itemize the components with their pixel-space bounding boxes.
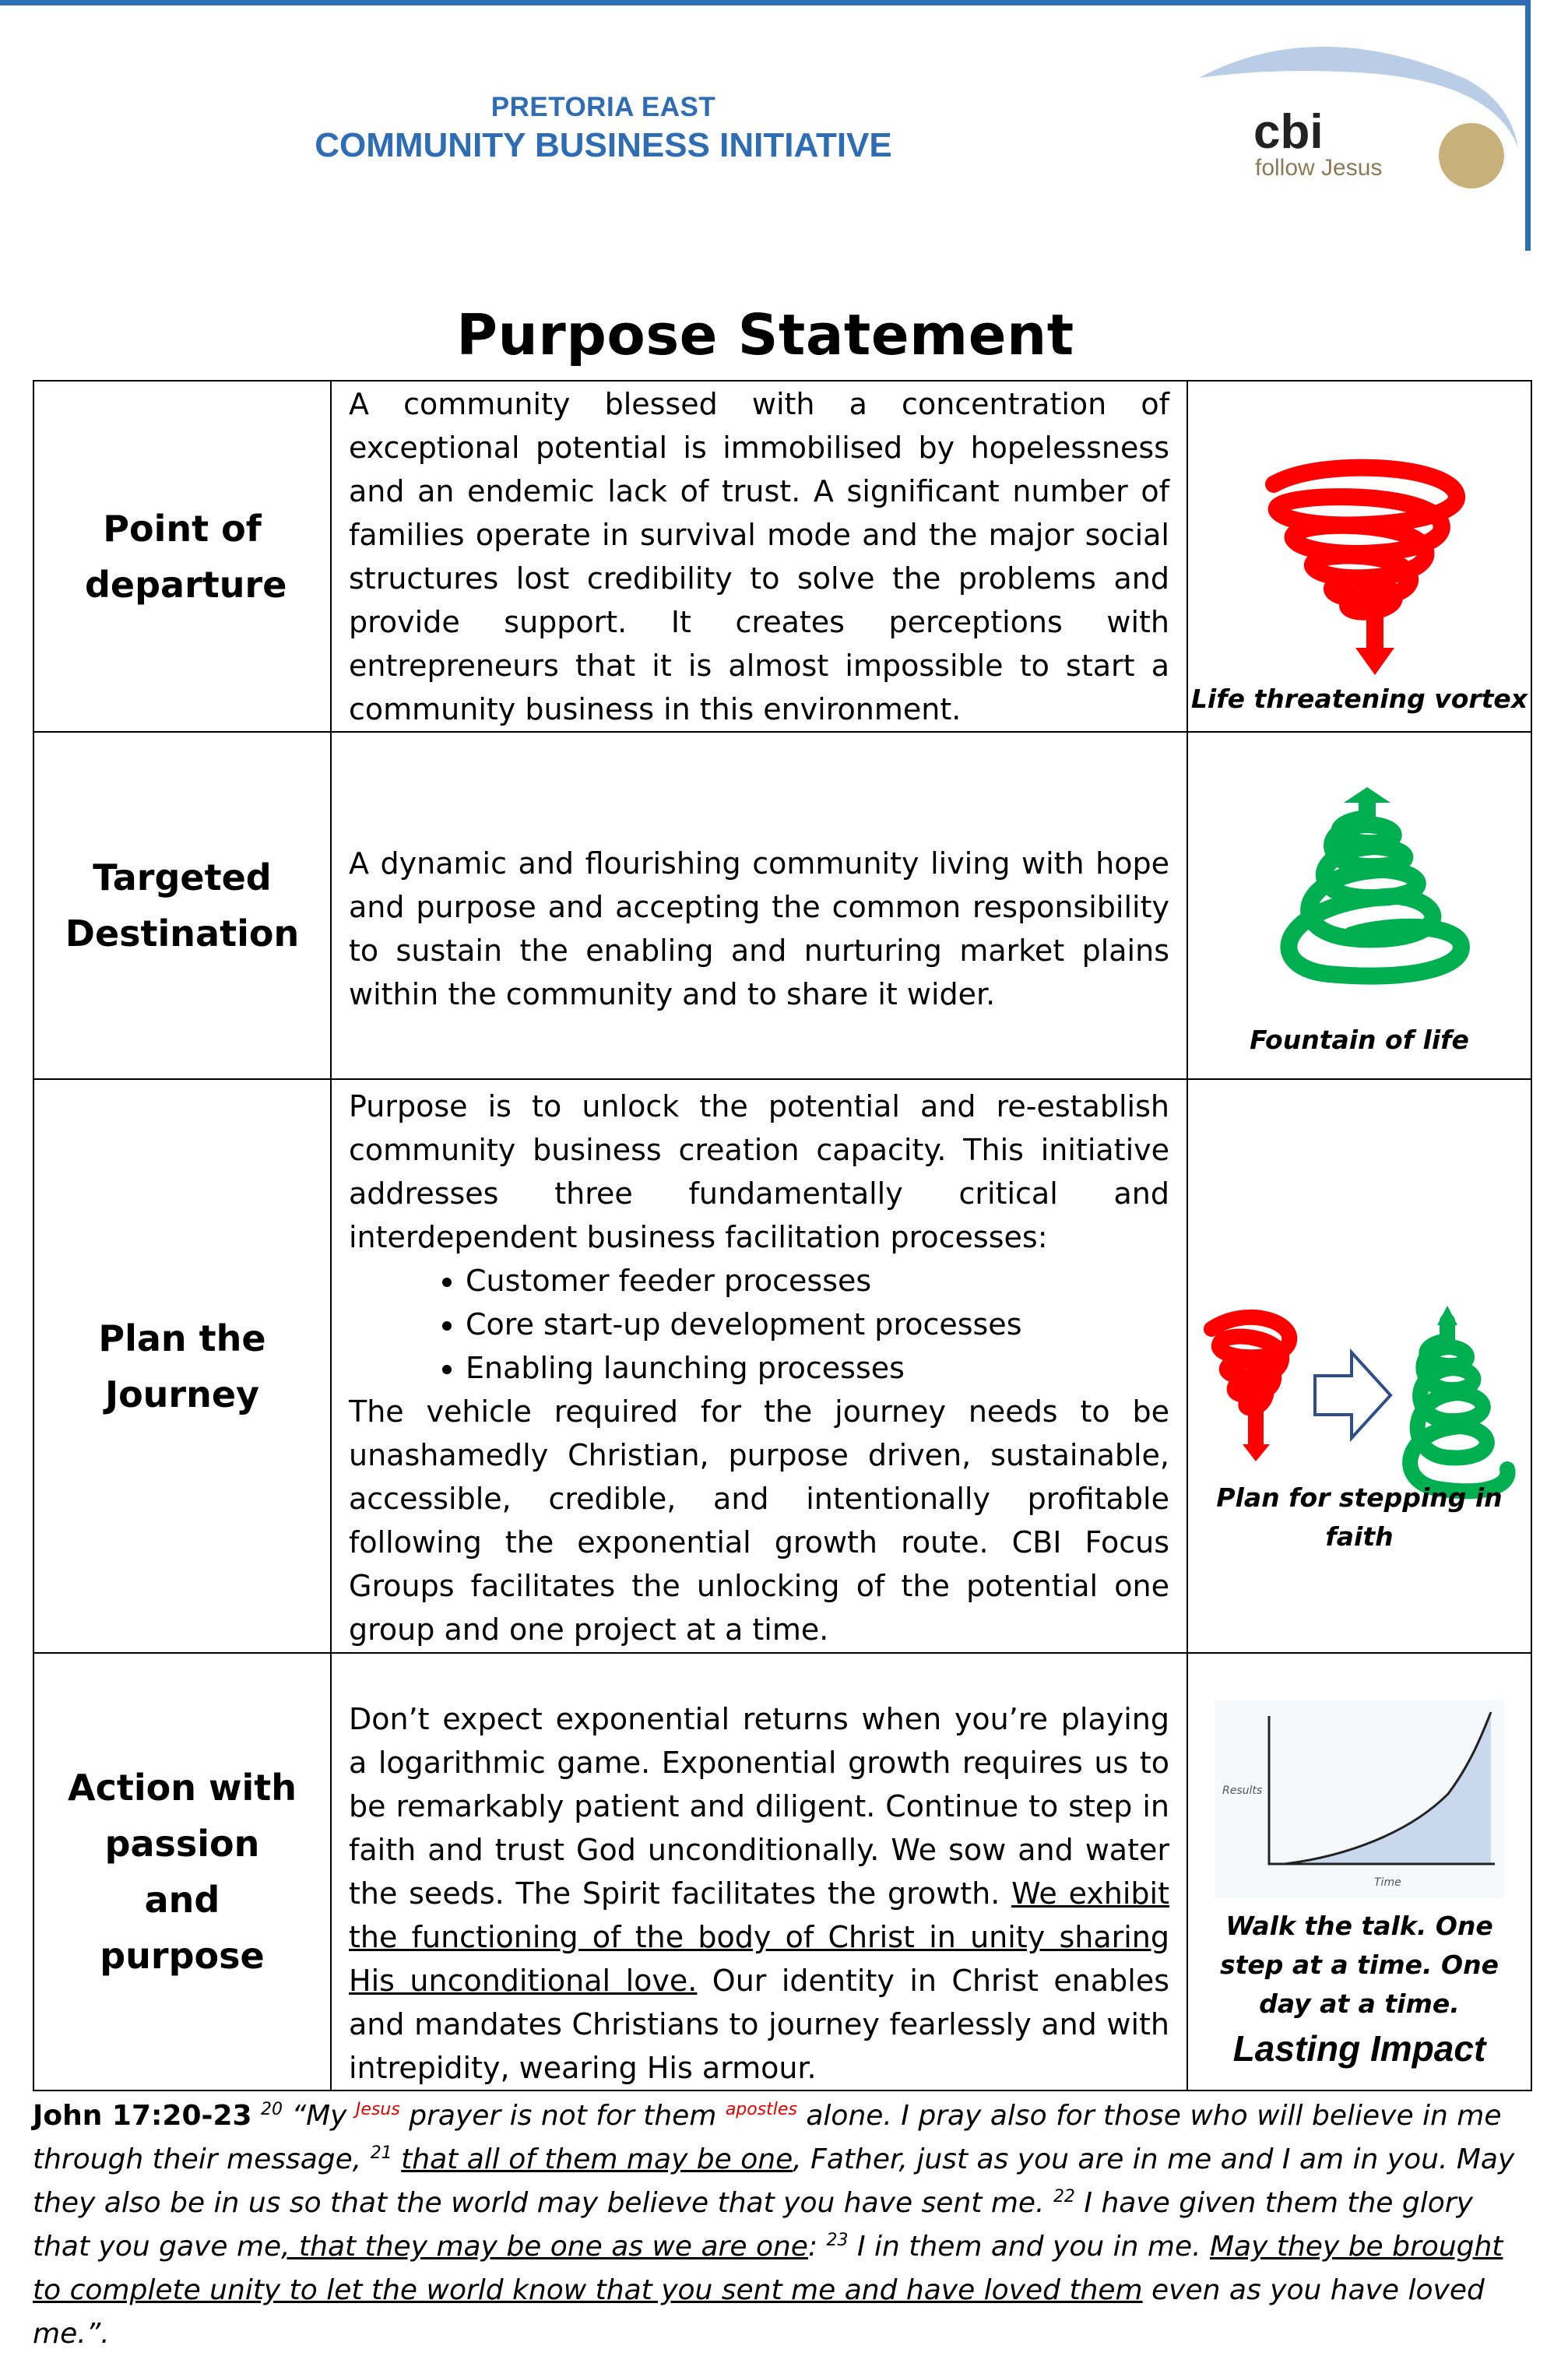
chart-ylabel: Results [1222,1784,1263,1797]
right-border [1525,0,1531,251]
verse-number: 21 [370,2143,392,2163]
cbi-logo [1199,31,1526,195]
verse-number: 22 [1053,2187,1075,2207]
verse-number: 20 [261,2100,283,2119]
row-action [33,1653,1531,2091]
footer-text: I in them and you in me. [848,2231,1210,2263]
row-text-underlined: We exhibit the functioning of the body of Christ in unity sharing His unconditional love. [349,1876,1169,1998]
row-label [33,1079,331,1653]
label-text: Targeted Destination [65,856,300,955]
footer-text: “My [283,2100,356,2132]
footer-underlined: , that they may be one as we are one [281,2231,808,2263]
row-point-of-departure [33,381,1531,732]
scripture-ref: John 17:20-23 [33,2100,252,2132]
caption: Life threatening vortex [1190,684,1528,714]
row-text [331,1653,1187,2091]
verse-number: 23 [826,2231,849,2250]
row-text [331,732,1187,1079]
row-text: A community blessed with a concentration of exceptional potential is immobilised by hopelessness and an endemic lack of trust. A significant number of families operate in survival mode and the major social structures lost credibility to solve the problems and provide support. It creates perceptions with entrepreneurs that it is almost impossible to start a community business in this environment. [331,381,1187,732]
chart-xlabel: Time [1374,1876,1401,1889]
superscript-note: Jesus [355,2100,400,2119]
footer-text: alone. I pray also for those who will believe in me through their message, [33,2100,1502,2175]
footer-text: prayer is not for them [399,2100,726,2132]
row-image [1187,1653,1531,2091]
list-item: • Enabling launching processes [466,1346,1169,1390]
caption-big: Lasting Impact [1232,2027,1486,2069]
fountain-icon [1235,787,1484,1029]
scripture-footer [33,2094,1520,2356]
footer-underlined: May they be brought to complete unity to let the world know that you sent me and have loved them [33,2231,1503,2306]
row-image [1187,381,1531,732]
footer-underlined: that all of them may be one [401,2143,793,2175]
superscript-note: apostles [725,2100,797,2119]
row-plan-the-journey [33,1079,1531,1653]
row-text [331,1079,1187,1653]
row-image [1187,1079,1531,1653]
footer-text: , Father, just as you are in me and I am in you. May they also be in us so that the world may believe that you have sent me. [33,2143,1515,2219]
row-text-a: Don’t expect exponential returns when you’re playing a logarithmic game. Exponential growth requires us to be remarkably patient and diligent. Continue to step in faith and trust God unconditionally. We sow and water the seeds. The Spirit facilitates the growth. [349,1702,1169,1911]
logo-text: cbi [1253,105,1324,159]
page-title: Purpose Statement [456,302,1074,367]
label-text: Point of departure [85,507,287,606]
vortex-icon [1243,449,1476,698]
row-text-b: Our identity in Christ enables and mandates Christians to journey fearlessly and with intrepidity, wearing His armour. [349,1964,1169,2085]
footer-text: even as you have loved me.”. [33,2274,1485,2350]
row-label [33,381,331,732]
caption: Fountain of life [1250,1025,1469,1055]
process-list [349,1259,1169,1390]
purpose-table [33,380,1532,2091]
list-item: • Core start-up development processes [466,1303,1169,1346]
row-label [33,732,331,1079]
logo-tagline: follow Jesus [1255,155,1383,181]
label-text: Plan the Journey [98,1317,266,1415]
row-targeted-destination [33,732,1531,1079]
org-line1: PRETORIA EAST [490,92,716,122]
row-label [33,1653,331,2091]
row-text-outro: The vehicle required for the journey needs to be unashamedly Christian, purpose driven, sustainable, accessible, credible, and intentionally profitable following the exponential growth route. CBI Focus Groups facilitates the unlocking of the potential one group and one project at a time. [349,1394,1169,1647]
caption: Walk the talk. One step at a time. One day at a time. [1219,1910,1499,2019]
footer-text: I have given them the glory that you gave me [33,2187,1473,2263]
label-text: Action with passion and purpose [68,1767,297,1977]
top-border [0,0,1531,5]
row-image [1187,732,1531,1079]
growth-chart [1215,1700,1504,1898]
caption: Plan for stepping in faith [1216,1482,1503,1552]
org-line2: COMMUNITY BUSINESS INITIATIVE [315,126,892,164]
row-text-body: A dynamic and flourishing community living with hope and purpose and accepting the common responsibility to sustain the enabling and nurturing market plains within the community and to share it wider. [349,846,1169,1011]
row-text-intro: Purpose is to unlock the potential and re-establish community business creation capacity. This initiative addresses three fundamentally critical and interdependent business facilitation processes: [349,1088,1169,1254]
footer-text: : [807,2231,827,2263]
list-item: • Customer feeder processes [466,1259,1169,1303]
